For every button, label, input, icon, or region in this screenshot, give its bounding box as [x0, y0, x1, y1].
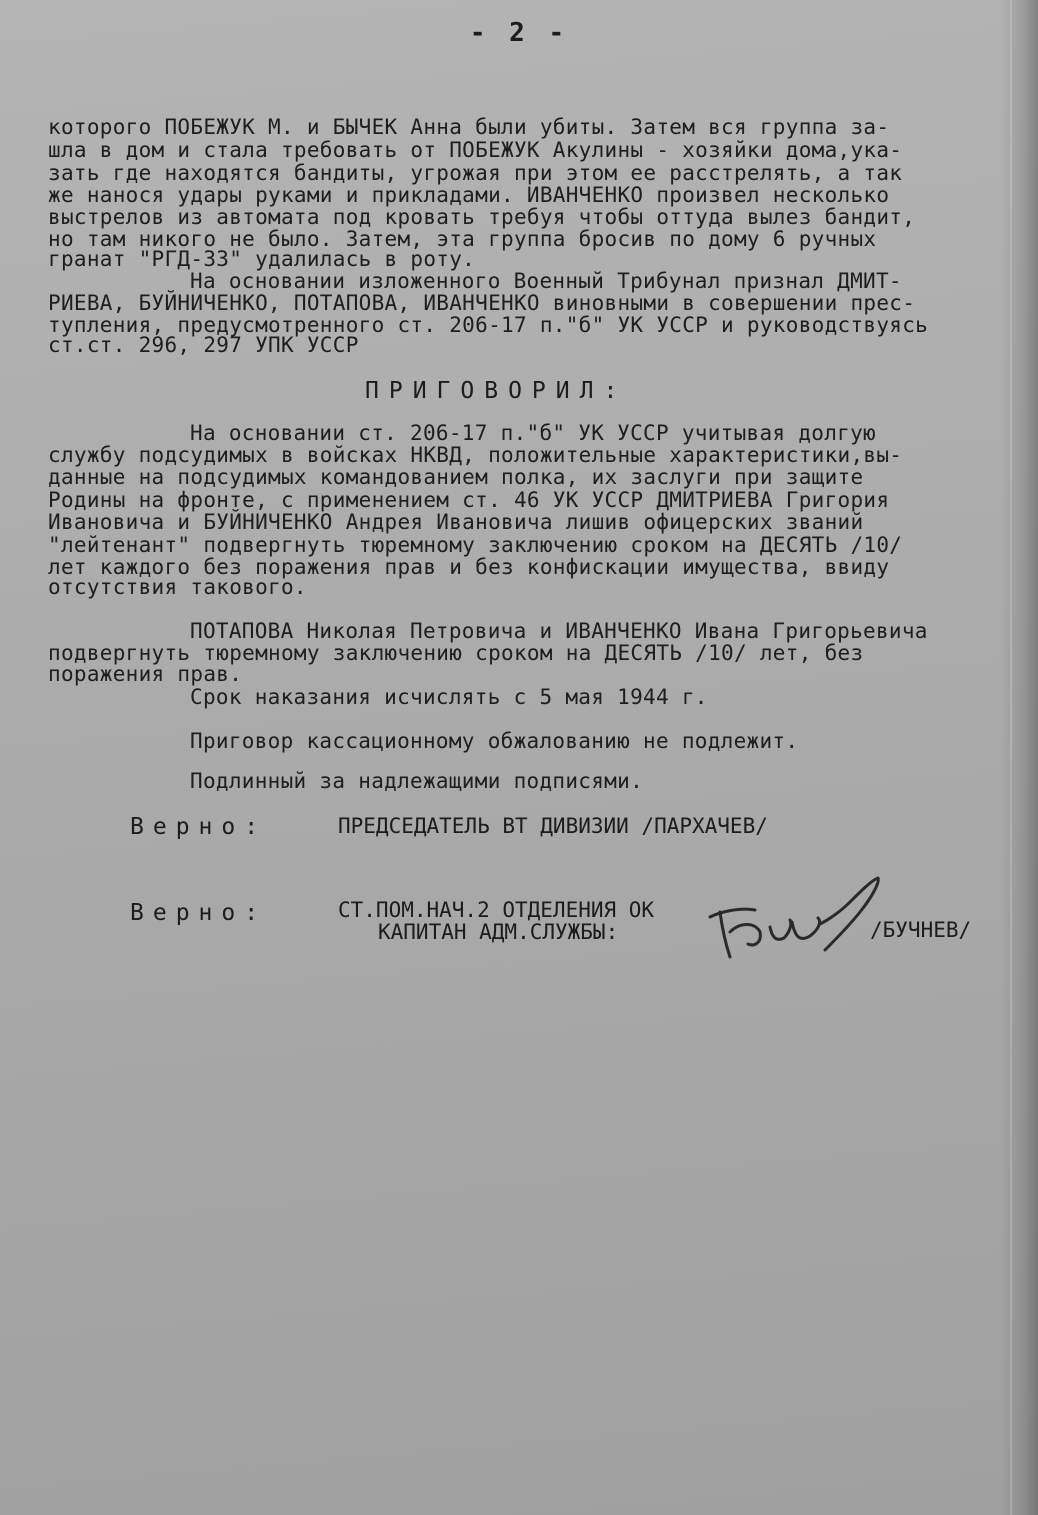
paragraph3-line: отсутствия такового. [48, 575, 307, 599]
paragraph1-line: гранат "РГД-33" удалилась в роту. [48, 247, 476, 271]
paragraph1-line: же нанося удары руками и прикладами. ИВАНЧЕНКО произвел несколько [48, 183, 890, 207]
paragraph4-line: подвергнуть тюремному заключению сроком на ДЕСЯТЬ /10/ лет, без [48, 641, 864, 665]
paragraph1-line: но там никого не было. Затем, эта группа бросив по дому 6 ручных [48, 227, 877, 251]
paragraph2-line: тупления, предусмотренного ст. 206-17 п."б" УК УССР и руководствуясь [48, 313, 929, 337]
officer-name: /БУЧНЕВ/ [870, 918, 972, 942]
paragraph3-line: данные на подсудимых командованием полка, их заслуги при защите [48, 465, 864, 489]
handwritten-signature [700, 872, 900, 972]
paragraph2-line: На основании изложенного Военный Трибунал признал ДМИТ- [190, 269, 902, 293]
page-number: - 2 - [469, 18, 569, 48]
verdict-heading: ПРИГОВОРИЛ: [365, 378, 628, 404]
verno-label: Верно: [130, 900, 268, 926]
page-fold-shadow [1000, 0, 1038, 1515]
paragraph3-line: Родины на фронте, с применением ст. 46 УК УССР ДМИТРИЕВА Григория [48, 488, 890, 512]
paragraph1-line: шла в дом и стала требовать от ПОБЕЖУК Акулины - хозяйки дома,ука- [48, 138, 903, 162]
paragraph2-line: РИЕВА, БУЙНИЧЕНКО, ПОТАПОВА, ИВАНЧЕНКО виновными в совершении прес- [48, 291, 916, 315]
officer-rank-line: КАПИТАН АДМ.СЛУЖБЫ: [378, 920, 619, 944]
signature-stroke [710, 878, 878, 957]
page-crease [1010, 0, 1012, 1515]
paragraph3-line: "лейтенант" подвергнуть тюремному заключению сроком на ДЕСЯТЬ /10/ [48, 533, 903, 557]
paragraph3-line: На основании ст. 206-17 п."б" УК УССР учитывая долгую [190, 421, 876, 445]
appeal-line: Приговор кассационному обжалованию не подлежит. [190, 729, 799, 753]
officer-title-line: СТ.ПОМ.НАЧ.2 ОТДЕЛЕНИЯ ОК [338, 898, 655, 922]
paragraph1-line: зать где находятся бандиты, угрожая при этом ее расстрелять, а так [48, 161, 903, 185]
term-line: Срок наказания исчислять с 5 мая 1944 г. [190, 685, 708, 709]
paragraph4-line: поражения прав. [48, 662, 243, 686]
paragraph2-line: ст.ст. 296, 297 УПК УССР [48, 333, 359, 357]
paragraph1-line: которого ПОБЕЖУК М. и БЫЧЕК Анна были убиты. Затем вся группа за- [48, 115, 890, 139]
paragraph3-line: службу подсудимых в войсках НКВД, положительные характеристики,вы- [48, 443, 903, 467]
paragraph3-line: Ивановича и БУЙНИЧЕНКО Андрея Ивановича лишив офицерских званий [48, 510, 864, 534]
paragraph3-line: лет каждого без поражения прав и без конфискации имущества, ввиду [48, 555, 890, 579]
paragraph4-line: ПОТАПОВА Николая Петровича и ИВАНЧЕНКО Ивана Григорьевича [190, 619, 928, 643]
original-line: Подлинный за надлежащими подписями. [190, 769, 644, 793]
paragraph1-line: выстрелов из автомата под кровать требуя чтобы оттуда вылез бандит, [48, 205, 916, 229]
verno-label: Верно: [130, 814, 268, 840]
chairman-line: ПРЕДСЕДАТЕЛЬ ВТ ДИВИЗИИ /ПАРХАЧЕВ/ [338, 814, 768, 838]
